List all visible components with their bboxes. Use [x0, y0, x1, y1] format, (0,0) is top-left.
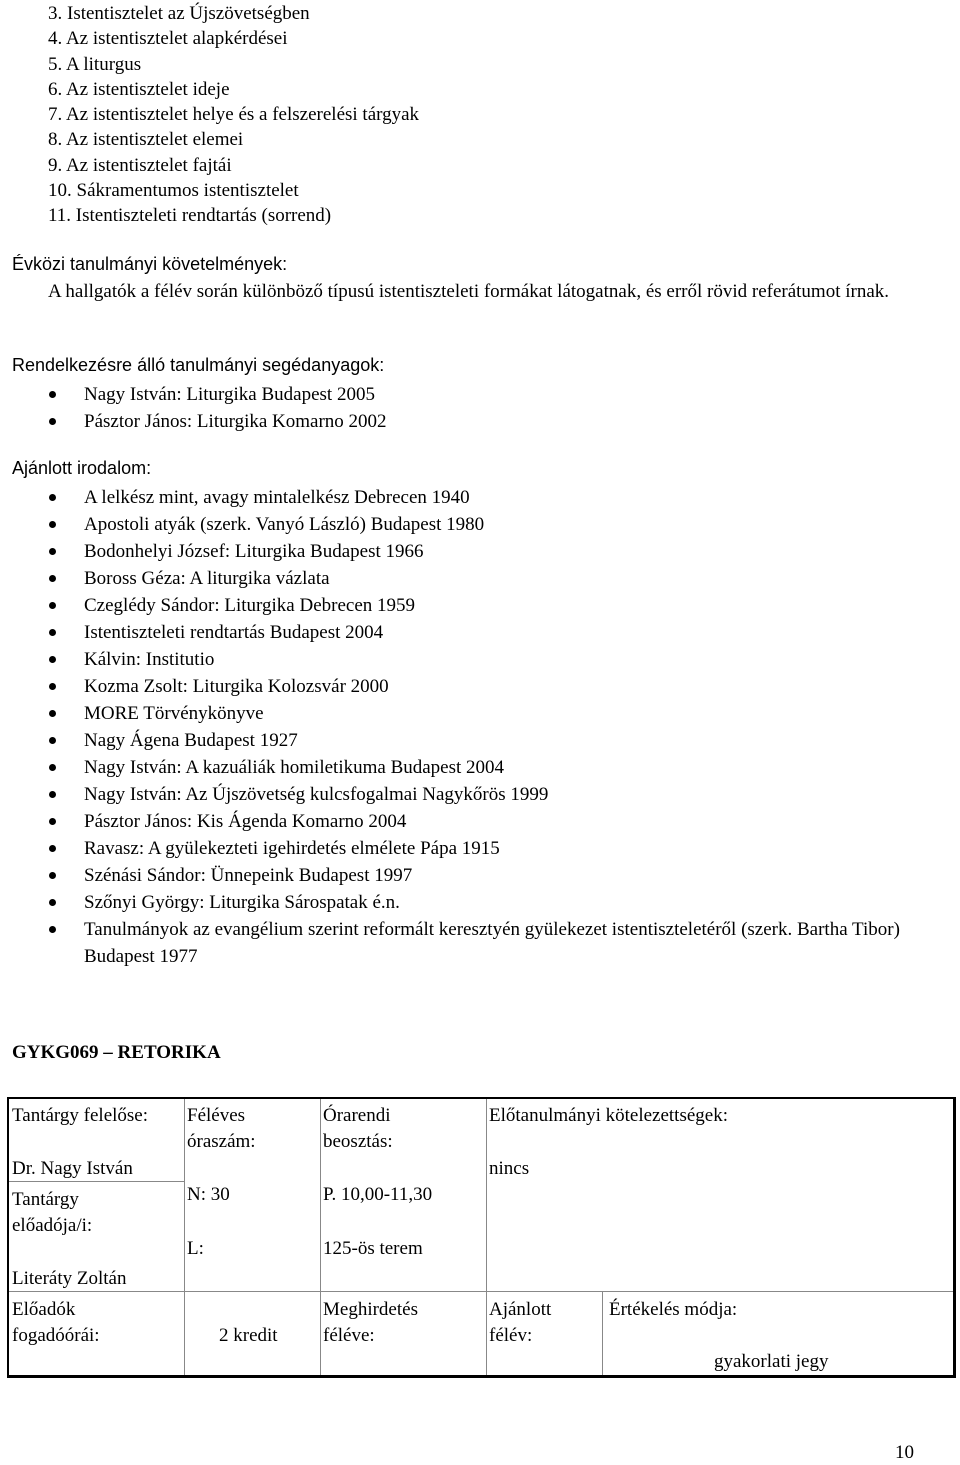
office-label-2: fogadóórái: [12, 1325, 100, 1346]
list-item: A lelkész mint, avagy mintalelkész Debrecen 1940 [48, 484, 914, 511]
hours-l: L: [187, 1238, 204, 1259]
bullet-icon [49, 418, 56, 425]
schedule-time: P. 10,00-11,30 [323, 1184, 433, 1205]
bullet-icon [49, 656, 56, 663]
list-item: Nagy István: A kazuáliák homiletikuma Budapest 2004 [48, 754, 914, 781]
hours-label-2: óraszám: [187, 1131, 256, 1152]
list-item: 11. Istentiszteleti rendtartás (sorrend) [48, 205, 332, 227]
schedule-label-1: Órarendi [323, 1105, 391, 1126]
schedule-label-2: beosztás: [323, 1131, 393, 1152]
list-item: 8. Az istentisztelet elemei [48, 129, 244, 151]
list-item: Apostoli atyák (szerk. Vanyó László) Budapest 1980 [48, 511, 914, 538]
list-item: 7. Az istentisztelet helye és a felszerelési tárgyak [48, 104, 420, 126]
course-info-table [7, 1097, 956, 1378]
bullet-icon [49, 764, 56, 771]
assessment-label: Értékelés módja: [609, 1299, 738, 1320]
bullet-icon [49, 683, 56, 690]
literature-list [48, 484, 914, 970]
recommended-label-1: Ajánlott [489, 1299, 552, 1320]
list-item: Pásztor János: Kis Ágenda Komarno 2004 [48, 808, 914, 835]
bullet-icon [49, 548, 56, 555]
bullet-icon [49, 899, 56, 906]
responsible-label: Tantárgy felelőse: [12, 1105, 149, 1126]
prereq-value: nincs [489, 1158, 530, 1179]
lecturer-label-2: előadója/i: [12, 1215, 93, 1236]
bullet-icon [49, 521, 56, 528]
materials-list [48, 381, 387, 435]
assessment-value: gyakorlati jegy [714, 1351, 829, 1372]
list-item: MORE Törvénykönyve [48, 700, 914, 727]
bullet-icon [49, 926, 56, 933]
lecturer-label-1: Tantárgy [12, 1189, 79, 1210]
bullet-icon [49, 602, 56, 609]
course-title: GYKG069 – RETORIKA [12, 1042, 221, 1063]
list-item: 3. Istentisztelet az Újszövetségben [48, 3, 310, 24]
bullet-icon [49, 391, 56, 398]
bullet-icon [49, 872, 56, 879]
prereq-label: Előtanulmányi kötelezettségek: [489, 1105, 729, 1126]
hours-label-1: Féléves [187, 1105, 246, 1126]
table-divider [602, 1291, 603, 1375]
list-item: 10. Sákramentumos istentisztelet [48, 180, 299, 202]
responsible-name: Dr. Nagy István [12, 1158, 133, 1179]
credit-value: 2 kredit [219, 1325, 278, 1346]
list-item: Ravasz: A gyülekezteti igehirdetés elmélete Pápa 1915 [48, 835, 914, 862]
bullet-icon [49, 845, 56, 852]
bullet-icon [49, 629, 56, 636]
list-item: Czeglédy Sándor: Liturgika Debrecen 1959 [48, 592, 914, 619]
table-divider [184, 1099, 185, 1375]
bullet-icon [49, 791, 56, 798]
materials-heading: Rendelkezésre álló tanulmányi segédanyagok: [12, 355, 385, 375]
list-item: Szénási Sándor: Ünnepeink Budapest 1997 [48, 862, 914, 889]
list-item: Kálvin: Institutio [48, 646, 914, 673]
requirements-text: A hallgatók a félév során különböző típusú istentiszteleti formákat látogatnak, és erről rövid referátumot írnak. [48, 281, 890, 302]
recommended-label-2: félév: [489, 1325, 533, 1346]
office-label-1: Előadók [12, 1299, 76, 1320]
list-item: Istentiszteleti rendtartás Budapest 2004 [48, 619, 914, 646]
announce-label-1: Meghirdetés [323, 1299, 418, 1320]
list-item: 5. A liturgus [48, 53, 142, 75]
table-divider [486, 1099, 487, 1375]
announce-label-2: féléve: [323, 1325, 375, 1346]
list-item: Szőnyi György: Liturgika Sárospatak é.n. [48, 889, 914, 916]
table-divider [9, 1291, 953, 1292]
lecturer-name: Literáty Zoltán [12, 1268, 127, 1289]
list-item: Nagy Ágena Budapest 1927 [48, 727, 914, 754]
bullet-icon [49, 818, 56, 825]
hours-n: N: 30 [187, 1184, 230, 1205]
schedule-room: 125-ös terem [323, 1238, 423, 1259]
bullet-icon [49, 575, 56, 582]
list-item: Nagy István: Liturgika Budapest 2005 [48, 381, 387, 408]
list-item: 9. Az istentisztelet fajtái [48, 154, 232, 176]
literature-heading: Ajánlott irodalom: [12, 458, 152, 478]
list-item: Boross Géza: A liturgika vázlata [48, 565, 914, 592]
bullet-icon [49, 494, 56, 501]
bullet-icon [49, 710, 56, 717]
topic-list [48, 1, 419, 229]
list-item: Tanulmányok az evangélium szerint reformált keresztyén gyülekezet istentiszteletéről (szerk. Bartha Tibor) Budapest 1977 [48, 916, 914, 970]
requirements-heading: Évközi tanulmányi követelmények: [12, 254, 288, 274]
bullet-icon [49, 737, 56, 744]
list-item: 4. Az istentisztelet alapkérdései [48, 28, 288, 50]
list-item: Pásztor János: Liturgika Komarno 2002 [48, 408, 387, 435]
list-item: Nagy István: Az Újszövetség kulcsfogalmai Nagykőrös 1999 [48, 781, 914, 808]
page-number: 10 [895, 1442, 914, 1463]
list-item: Bodonhelyi József: Liturgika Budapest 1966 [48, 538, 914, 565]
list-item: Kozma Zsolt: Liturgika Kolozsvár 2000 [48, 673, 914, 700]
list-item: 6. Az istentisztelet ideje [48, 78, 230, 100]
table-divider [320, 1099, 321, 1375]
